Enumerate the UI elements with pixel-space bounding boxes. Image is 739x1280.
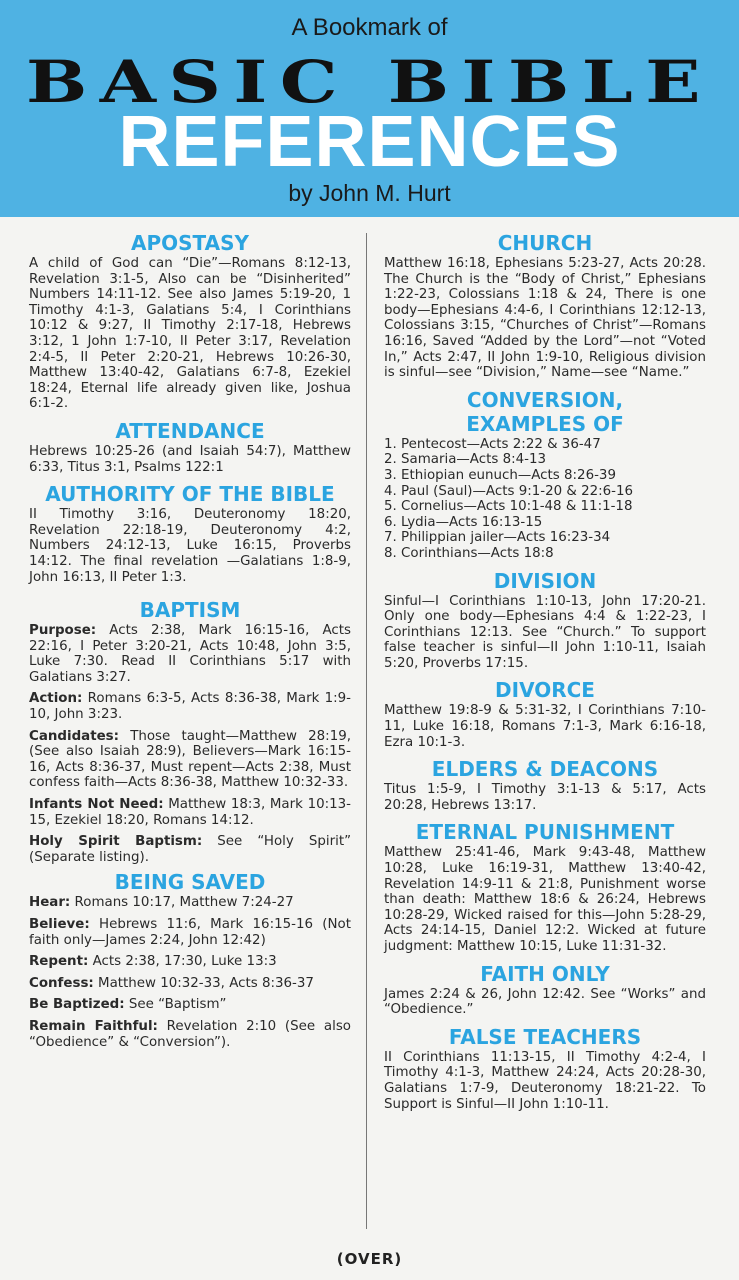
section-title: FAITH ONLY (480, 961, 610, 986)
entry-text: See “Holy Spirit” (Separate listing). (29, 834, 352, 865)
section-conversion (384, 389, 706, 562)
section-title: DIVISION (493, 568, 597, 593)
entry-text: Matthew 10:32-33, Acts 8:36-37 (93, 975, 314, 991)
entry-label: Repent: (29, 954, 89, 970)
entry-label: Remain Faithful: (29, 1018, 158, 1034)
list-item: 5. Cornelius—Acts 10:1-48 & 11:1-18 (384, 499, 633, 515)
entry-remain-faithful (29, 1019, 351, 1050)
entry-text: Romans 6:3-5, Acts 8:36-38, Mark 1:9-10, John 3:23. (29, 691, 351, 723)
entry-hear (29, 895, 351, 911)
left-column (29, 226, 351, 1056)
bookmark-header (0, 0, 739, 217)
entry-label: Believe: (29, 917, 90, 932)
entry-text: Matthew 18:3, Mark 10:13-15, Ezekiel 18:20, Romans 14:12. (29, 797, 351, 828)
section-title: BAPTISM (139, 598, 241, 623)
entry-label: Candidates: (29, 728, 120, 744)
list-item: 7. Philippian jailer—Acts 16:23-34 (384, 530, 611, 546)
section-divorce (384, 679, 706, 750)
entry-text: Acts 2:38, Mark 16:15-16, Acts 22:16, I Peter 3:20-21, Acts 10:48, John 3:5, Luke 7:30. Read II Corinthians 5:17 with Galatians 3:27. (29, 623, 351, 685)
section-body: Matthew 25:41-46, Mark 9:43-48, Matthew 10:28, Luke 16:19-31, Matthew 13:40-42, Revelation 14:9-11 & 21:8, Punishment worse than death: Matthew 18:6 & 26:24, Hebrews 10:28-29, Wicked raised for this—John 5:28-29, Acts 24:14-15, Daniel 12:2. Wicked at future judgment: Matthew 10:15, Luke 11:31-32. (384, 845, 706, 954)
entry-candidates (29, 729, 351, 791)
column-divider (366, 233, 367, 1229)
section-body: II Corinthians 11:13-15, II Timothy 4:2-4, I Timothy 4:1-3, Matthew 24:24, Acts 20:28-30, Galatians 1:7-9, Deuteronomy 18:21-22. To Support is Sinful—II John 1:10-11. (384, 1049, 706, 1112)
section-title-line1: CONVERSION, (466, 387, 624, 412)
section-body: Matthew 19:8-9 & 5:31-32, I Corinthians 7:10-11, Luke 16:18, Romans 7:1-3, Mark 6:16-18, Ezra 10:1-3. (384, 703, 706, 750)
entry-text: Revelation 2:10 (See also “Obedience” & “Conversion”). (29, 1018, 351, 1050)
over-label: (OVER) (336, 1250, 403, 1268)
section-title: ETERNAL PUNISHMENT (415, 820, 675, 845)
section-title: CHURCH (497, 231, 593, 255)
section-body: James 2:24 & 26, John 12:42. See “Works” and “Obedience.” (384, 986, 706, 1018)
entry-believe (29, 917, 351, 948)
entry-label: Be Baptized: (29, 997, 125, 1013)
entry-text: Hebrews 11:6, Mark 16:15-16 (Not faith only—James 2:24, John 12:42) (29, 917, 351, 948)
list-item: 2. Samaria—Acts 8:4-13 (384, 452, 547, 468)
title-basic-bible: BASIC BIBLE (26, 48, 713, 116)
entry-label: Infants Not Need: (29, 797, 164, 813)
section-body: Hebrews 10:25-26 (and Isaiah 54:7), Matthew 6:33, Titus 3:1, Psalms 122:1 (29, 443, 351, 475)
entry-label: Holy Spirit Baptism: (29, 834, 203, 850)
title-references: REFERENCES (118, 102, 621, 182)
entry-action (29, 691, 351, 722)
entry-purpose (29, 623, 351, 685)
section-title: DIVORCE (495, 678, 595, 703)
entry-label: Purpose: (29, 623, 97, 639)
section-elders-deacons (384, 758, 706, 813)
section-being-saved (29, 871, 351, 1050)
entry-text: See “Baptism” (124, 997, 227, 1013)
section-faith-only (384, 963, 706, 1018)
list-item: 6. Lydia—Acts 16:13-15 (384, 514, 543, 530)
section-title: ATTENDANCE (115, 418, 265, 443)
entry-confess (29, 976, 351, 992)
section-attendance (29, 420, 351, 475)
entry-label: Action: (29, 691, 83, 707)
entry-label: Confess: (29, 975, 94, 991)
section-apostasy (29, 232, 351, 412)
section-authority (29, 483, 351, 585)
entry-holy-spirit (29, 834, 351, 865)
header-subtitle: A Bookmark of (291, 14, 448, 41)
entry-infants (29, 797, 351, 828)
right-column (384, 226, 706, 1120)
section-false-teachers (384, 1026, 706, 1112)
section-church (384, 232, 706, 381)
section-title: APOSTASY (131, 231, 249, 255)
entry-repent (29, 954, 351, 970)
section-title-line2: EXAMPLES OF (466, 411, 624, 436)
author-byline: by John M. Hurt (288, 180, 451, 206)
list-item: 3. Ethiopian eunuch—Acts 8:26-39 (384, 467, 616, 483)
section-body: A child of God can “Die”—Romans 8:12-13, Revelation 3:1-5, Also can be “Disinherited” Numbers 14:11-12. See also James 5:19-20, 1 Timothy 4:1-3, Galatians 5:4, I Corinthians 10:12 & 9:27, II Timothy 2:17-18, Hebrews 3:12, 1 John 1:7-10, II Peter 3:17, Revelation 2:4-5, II Peter 2:20-21, Hebrews 10:26-30, Matthew 13:40-42, Galatians 6:7-8, Ezekiel 18:24, Eternal life already given like, Joshua 6:1-2. (29, 256, 351, 412)
section-title: ELDERS & DEACONS (431, 757, 659, 782)
list-item: 1. Pentecost—Acts 2:22 & 36-47 (384, 436, 601, 452)
entry-text: Those taught—Matthew 28:19, (See also Isaiah 28:9), Believers—Mark 16:15-16, Acts 8:36-37, Must repent—Acts 2:38, Must confess faith—Acts 8:36-38, Matthew 10:32-33. (29, 728, 351, 791)
section-body: II Timothy 3:16, Deuteronomy 18:20, Revelation 22:18-19, Deuteronomy 4:2, Numbers 24:12-13, Luke 16:15, Proverbs 14:12. The final revelation —Galatians 1:8-9, John 16:13, II Peter 1:3. (29, 507, 351, 585)
entry-be-baptized (29, 997, 351, 1013)
section-title: FALSE TEACHERS (448, 1024, 642, 1049)
entry-text: Acts 2:38, 17:30, Luke 13:3 (88, 954, 277, 970)
entry-text: Romans 10:17, Matthew 7:24-27 (70, 895, 294, 911)
section-body: Sinful—I Corinthians 1:10-13, John 17:20-21. Only one body—Ephesians 4:4 & 1:22-23, I Corinthians 12:13. See “Church.” To support false teacher is sinful—II John 1:10-11, Isaiah 5:20, Proverbs 17:15. (384, 593, 706, 671)
entry-label: Hear: (29, 895, 71, 911)
list-item: 8. Corinthians—Acts 18:8 (384, 545, 554, 561)
section-body: Matthew 16:18, Ephesians 5:23-27, Acts 20:28. The Church is the “Body of Christ,” Ephesians 1:22-23, Colossians 1:18 & 24, There is one body—Ephesians 4:4-6, I Corinthians 12:12-13, Colossians 3:15, “Churches of Christ”—Romans 16:16, Saved “Added by the Lord”—not “Voted In,” Acts 2:47, II John 1:9-10, Religious division is sinful—see “Division,” Name—see “Name.” (384, 256, 706, 381)
section-title: BEING SAVED (114, 870, 266, 895)
section-title: AUTHORITY OF THE BIBLE (45, 482, 335, 507)
section-body: Titus 1:5-9, I Timothy 3:1-13 & 5:17, Acts 20:28, Hebrews 13:17. (384, 782, 706, 813)
conversion-list (384, 437, 706, 562)
section-baptism (29, 599, 351, 865)
section-division (384, 570, 706, 672)
list-item: 4. Paul (Saul)—Acts 9:1-20 & 22:6-16 (384, 483, 634, 499)
section-eternal-punishment (384, 821, 706, 954)
